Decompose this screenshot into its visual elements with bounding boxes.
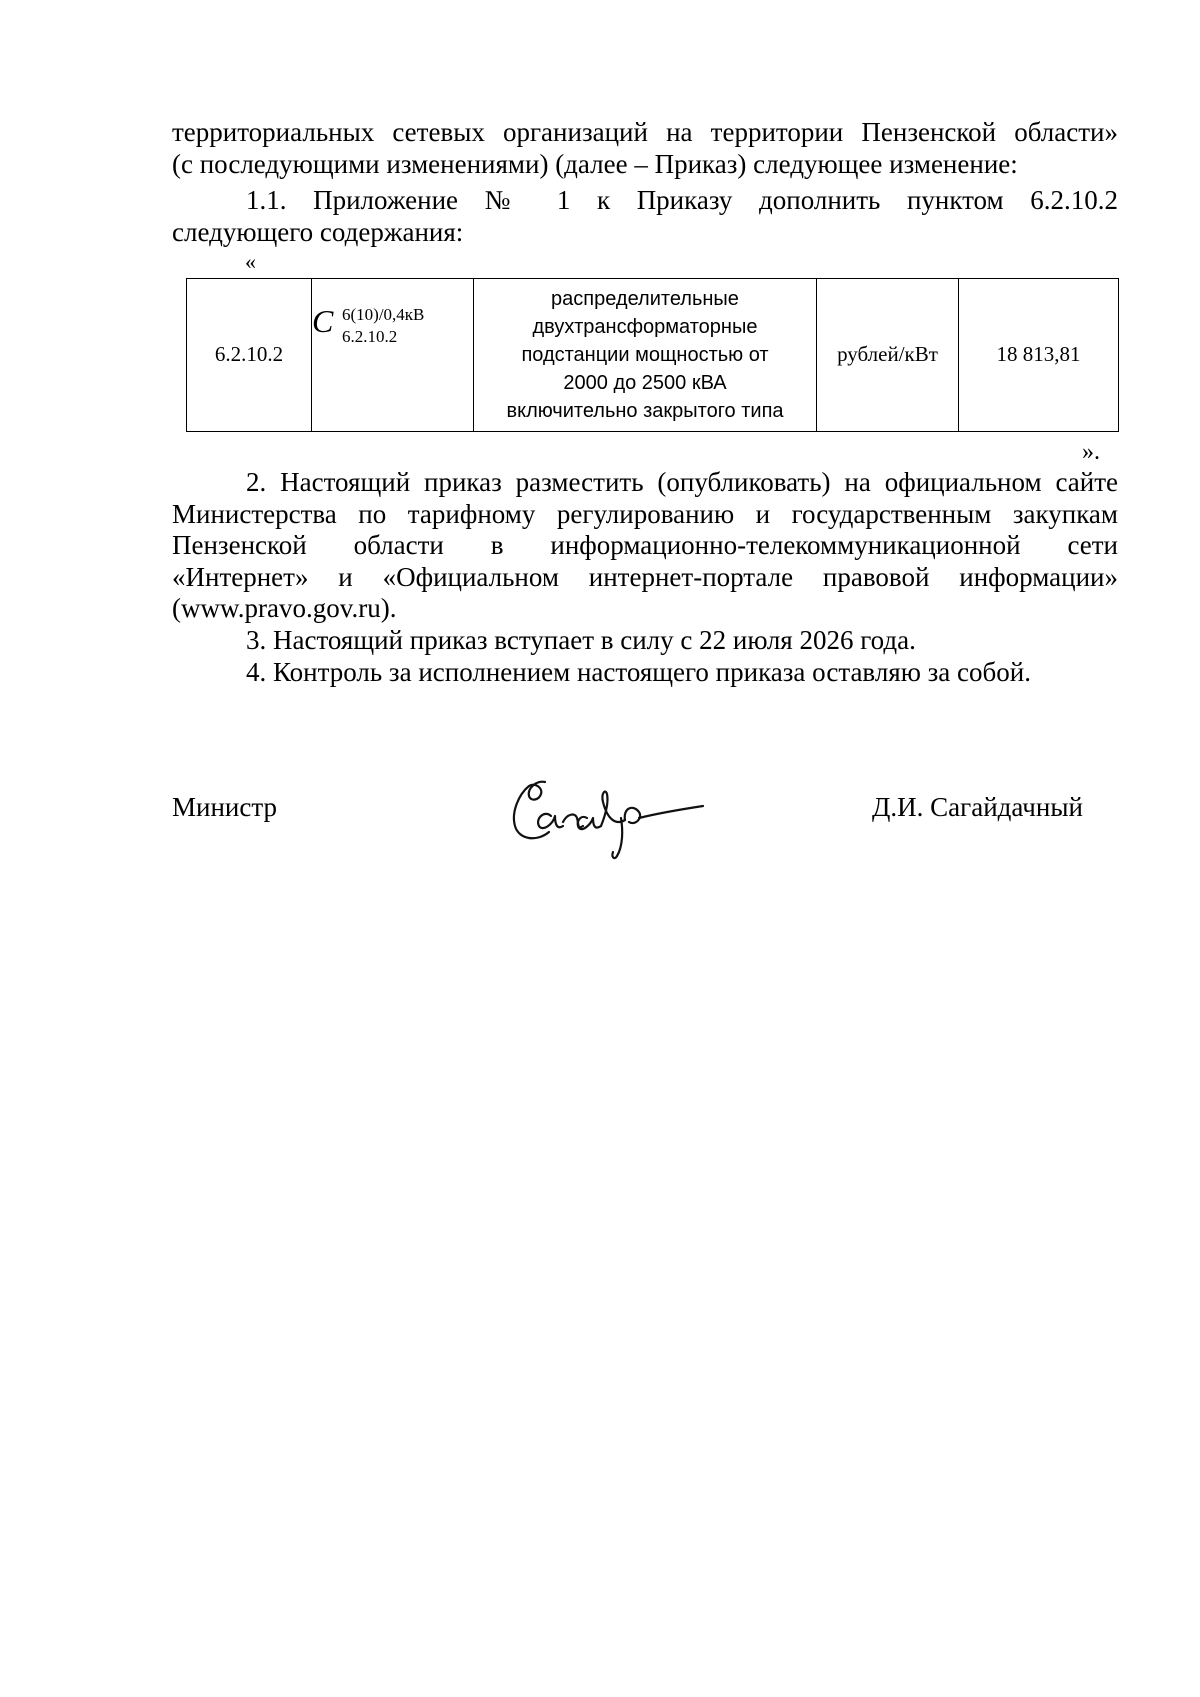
paragraph-3: 3. Настоящий приказ вступает в силу с 22 июля 2026 года. — [246, 625, 916, 655]
intro-line-1: территориальных сетевых организаций на территории Пензенской области» — [172, 117, 1118, 147]
tariff-table — [186, 278, 1119, 432]
paragraph-1-1 — [172, 185, 1118, 248]
tariff-value: 18 813,81 — [996, 342, 1081, 367]
paragraph-4: 4. Контроль за исполнением настоящего приказа оставляю за собой. — [246, 657, 1031, 687]
item-number: 6.2.10.2 — [214, 342, 284, 367]
quote-close-mark: ». — [1082, 439, 1100, 465]
paragraph-2-line: Пензенской области в информационно-телекоммуникационной сети — [172, 530, 1118, 560]
paragraph-2 — [172, 467, 1118, 625]
paragraph-1-1-line-2: следующего содержания: — [172, 216, 464, 247]
unit-cell — [817, 279, 959, 432]
description-cell — [474, 279, 817, 432]
formula-symbol: C — [312, 303, 334, 339]
paragraph-2-line: 2. Настоящий приказ разместить (опубликовать) на официальном сайте — [246, 467, 1118, 497]
description-line: 2000 до 2500 кВА — [563, 372, 727, 394]
rate-formula — [312, 279, 473, 349]
item-number-cell — [187, 279, 312, 432]
signer-name: Д.И. Сагайдачный — [872, 792, 1083, 822]
description-line: распределительные — [551, 288, 739, 310]
value-cell — [959, 279, 1119, 432]
unit-label: рублей/кВт — [837, 342, 938, 367]
handwritten-signature — [505, 760, 725, 860]
formula-subscript: 6.2.10.2 — [342, 327, 398, 346]
description-line: двухтрансформаторные — [532, 316, 758, 338]
quote-open-mark: « — [245, 249, 256, 274]
formula-cell — [312, 279, 474, 432]
paragraph-1-1-line-1: 1.1. Приложение № 1 к Приказу дополнить пунктом 6.2.10.2 — [246, 185, 1118, 215]
intro-paragraph — [172, 117, 1118, 180]
description-line: включительно закрытого типа — [506, 400, 784, 422]
paragraph-2-line: Министерства по тарифному регулированию и государственным закупкам — [172, 498, 1118, 529]
paragraph-2-line: «Интернет» и «Официальном интернет-портале правовой информации» — [172, 561, 1118, 592]
table-row — [187, 279, 1119, 432]
formula-superscript: 6(10)/0,4кВ — [342, 305, 425, 324]
description-line: подстанции мощностью от — [521, 344, 769, 366]
paragraph-2-line: (www.pravo.gov.ru). — [172, 593, 397, 623]
intro-line-2: (с последующими изменениями) (далее – Приказ) следующее изменение: — [172, 148, 1018, 179]
position-title: Министр — [172, 792, 277, 822]
